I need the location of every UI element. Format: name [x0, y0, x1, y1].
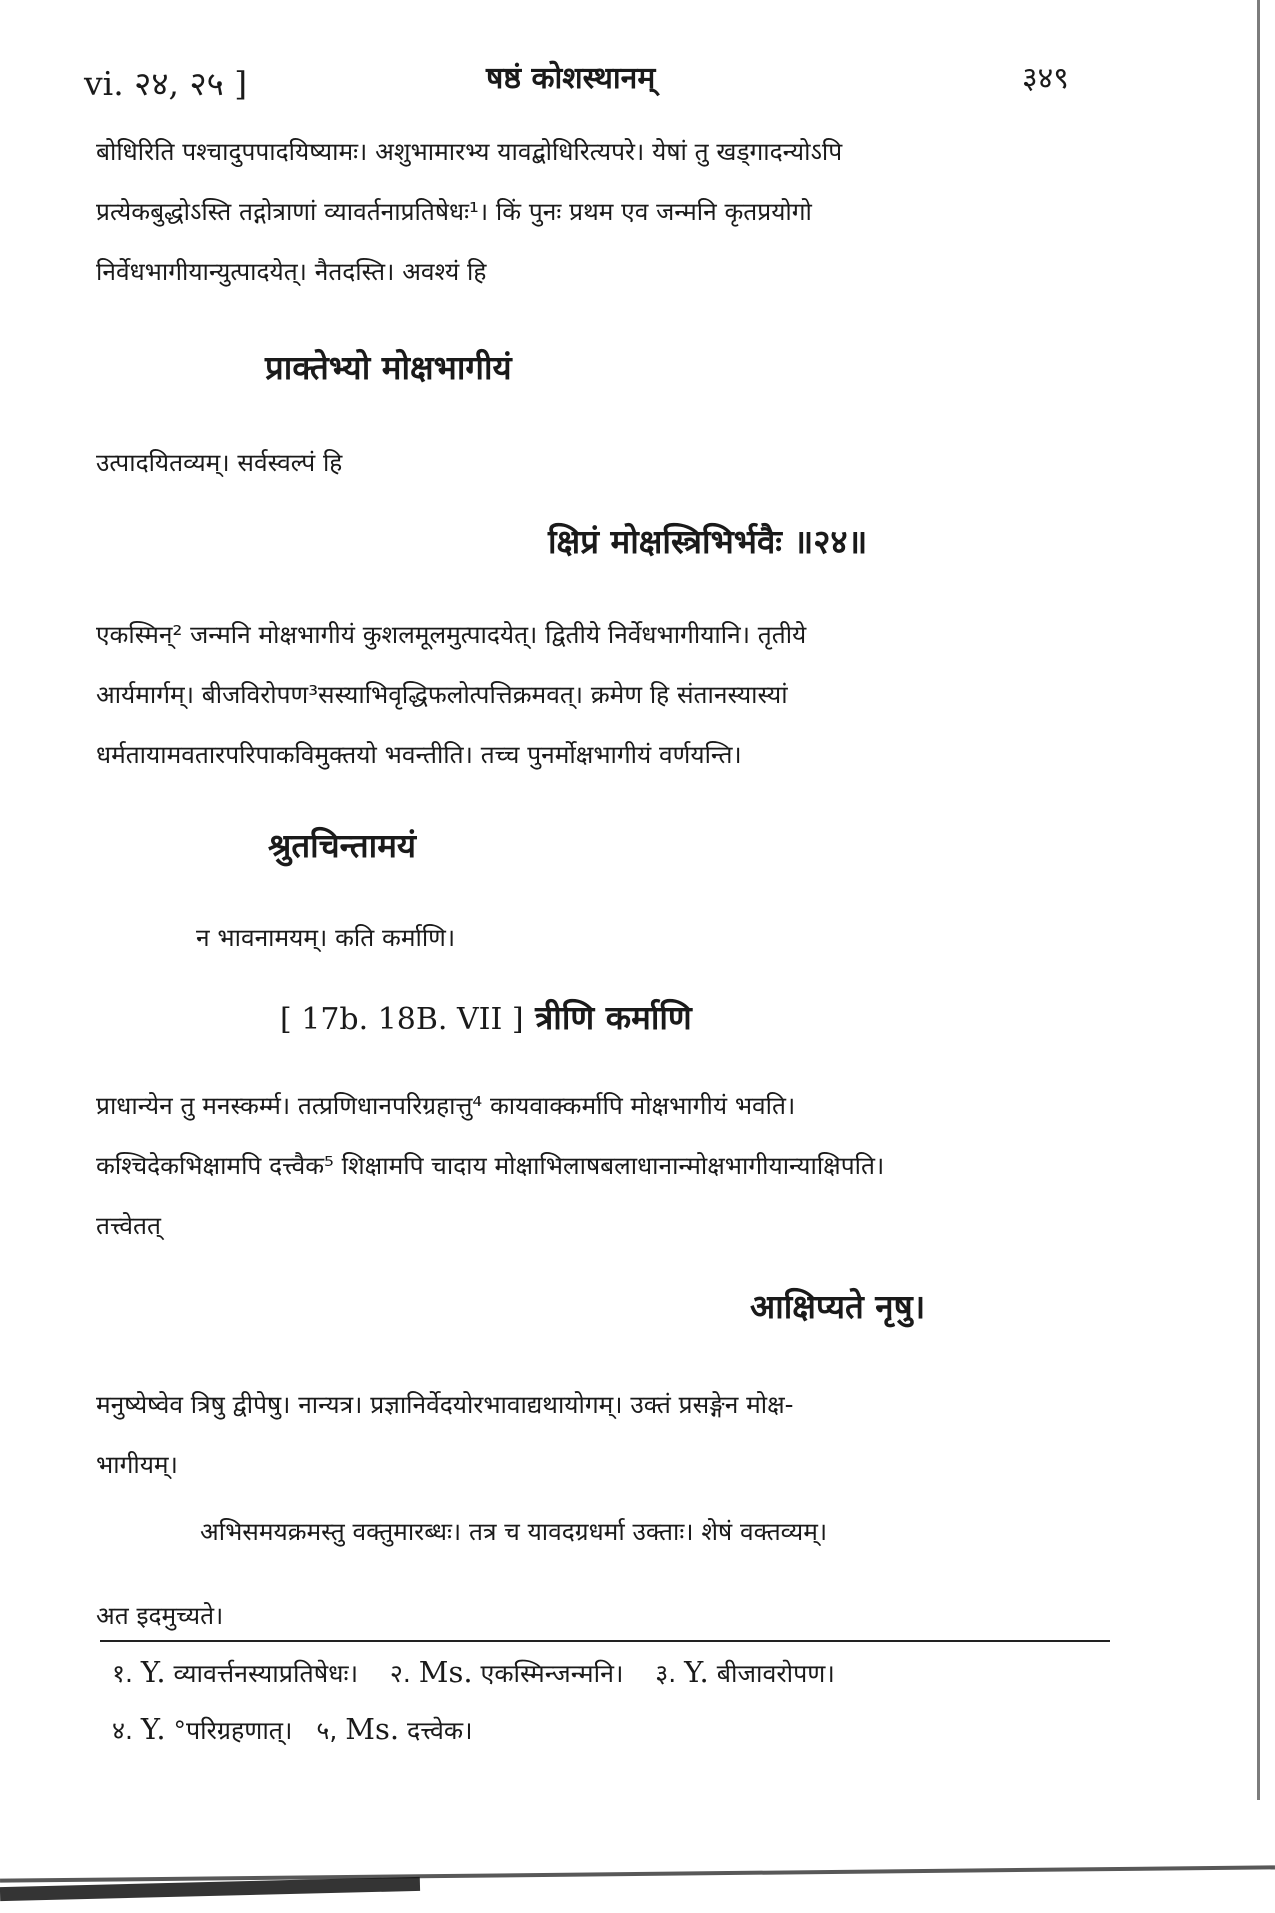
commentary-paragraph-3 [96, 605, 806, 785]
verse-line-2: क्षिप्रं मोक्षस्त्रिभिर्भवैः ॥२४॥ [548, 522, 868, 561]
verse-line-5: आक्षिप्यते नृषु। [750, 1287, 926, 1326]
footnote-number: ५, [316, 1716, 338, 1745]
footnote-number: १. [112, 1659, 133, 1688]
section-reference: vi. २४, २५ ] [84, 64, 248, 103]
footnote-source: Y. [140, 1655, 166, 1689]
text-line: प्राधान्येन तु मनस्कर्म्म। तत्प्रणिधानपरिग्रहात्तु⁴ कायवाक्कर्मापि मोक्षभागीयं भवति। [96, 1091, 796, 1120]
footnote-text: बीजावरोपण। [716, 1659, 835, 1688]
verse-line-3: श्रुतचिन्तामयं [268, 826, 417, 865]
commentary-paragraph-1 [96, 122, 842, 302]
verse-line-4 [280, 994, 692, 1039]
footnote-source: Y. [140, 1712, 166, 1746]
footnote-source: Ms. [418, 1655, 473, 1689]
text-line: एकस्मिन्² जन्मनि मोक्षभागीयं कुशलमूलमुत्पादयेत्। द्वितीये निर्वेधभागीयानि। तृतीये [96, 620, 807, 649]
text-line: कश्चिदेकभिक्षामपि दत्त्वैक⁵ शिक्षामपि चादाय मोक्षाभिलाषबलाधानान्मोक्षभागीयान्याक्षिपति। [96, 1151, 885, 1180]
footnote-text: व्यावर्त्तनस्याप्रतिषेधः। [173, 1659, 359, 1688]
text-line: प्रत्येकबुद्धोऽस्ति तद्गोत्राणां व्यावर्तनाप्रतिषेधः¹। किं पुनः प्रथम एव जन्मनि कृतप्रयोगो [96, 197, 812, 226]
text-line: भागीयम्। [96, 1450, 178, 1479]
footnote-text: एकस्मिन्जन्मनि। [480, 1659, 624, 1688]
scan-edge-right [1257, 0, 1260, 1800]
text-line: निर्वेधभागीयान्युत्पादयेत्। नैतदस्ति। अवश्यं हि [96, 257, 487, 286]
commentary-paragraph-2 [96, 433, 342, 493]
commentary-paragraph-6 [96, 1375, 794, 1495]
text-line: मनुष्येष्वेव त्रिषु द्वीपेषु। नान्यत्र। प्रज्ञानिर्वेदयोरभावाद्यथायोगम्। उक्तं प्रसङ्गेन मोक्ष- [96, 1390, 794, 1419]
page-number: ३४९ [1022, 61, 1069, 96]
scan-edge-bottom [0, 1865, 1275, 1882]
commentary-paragraph-4 [196, 908, 455, 968]
footnote-number: ४. [112, 1716, 133, 1745]
text-line: उत्पादयितव्यम्। सर्वस्वल्पं हि [96, 448, 343, 477]
text-line: तत्त्वेतत् [96, 1211, 161, 1240]
footnote-rule [100, 1640, 1110, 1642]
text-line: आर्यमार्गम्। बीजविरोपण³सस्याभिवृद्धिफलोत्पत्तिक्रमवत्। क्रमेण हि संतानस्यास्यां [96, 680, 788, 709]
text-line: अभिसमयक्रमस्तु वक्तुमारब्धः। तत्र च यावदग्रधर्मा उक्ताः। शेषं वक्तव्यम्। [200, 1517, 828, 1546]
text-line: धर्मतायामवतारपरिपाकविमुक्तयो भवन्तीति। तच्च पुनर्मोक्षभागीयं वर्णयन्ति। [96, 740, 742, 769]
footnote-line-2 [112, 1712, 473, 1747]
text-line: बोधिरिति पश्चादुपपादयिष्यामः। अशुभामारभ्य यावद्बोधिरित्यपरे। येषां तु खड्गादन्योऽपि [96, 137, 843, 166]
footnote-source: Y. [684, 1655, 709, 1689]
footnote-number: ३. [655, 1659, 677, 1688]
verse-line-1: प्राक्तेभ्यो मोक्षभागीयं [265, 348, 512, 387]
commentary-paragraph-7 [200, 1502, 827, 1562]
footnote-text: °परिग्रहणात्। [173, 1716, 293, 1745]
footnote-source: Ms. [345, 1712, 400, 1746]
folio-reference: [ 17b. 18B. VII ] [280, 1002, 524, 1037]
text-line: न भावनामयम्। कति कर्माणि। [196, 923, 456, 952]
text-line: अत इदमुच्यते। [96, 1601, 224, 1630]
footnote-number: २. [389, 1659, 411, 1688]
footnote-text: दत्त्वेक। [407, 1716, 473, 1745]
commentary-paragraph-7-end [96, 1596, 223, 1636]
running-title: षष्ठं कोशस्थानम् [486, 61, 656, 96]
commentary-paragraph-5 [96, 1076, 884, 1256]
footnote-line-1 [112, 1655, 835, 1690]
verse-text: त्रीणि कर्माणि [535, 998, 692, 1037]
